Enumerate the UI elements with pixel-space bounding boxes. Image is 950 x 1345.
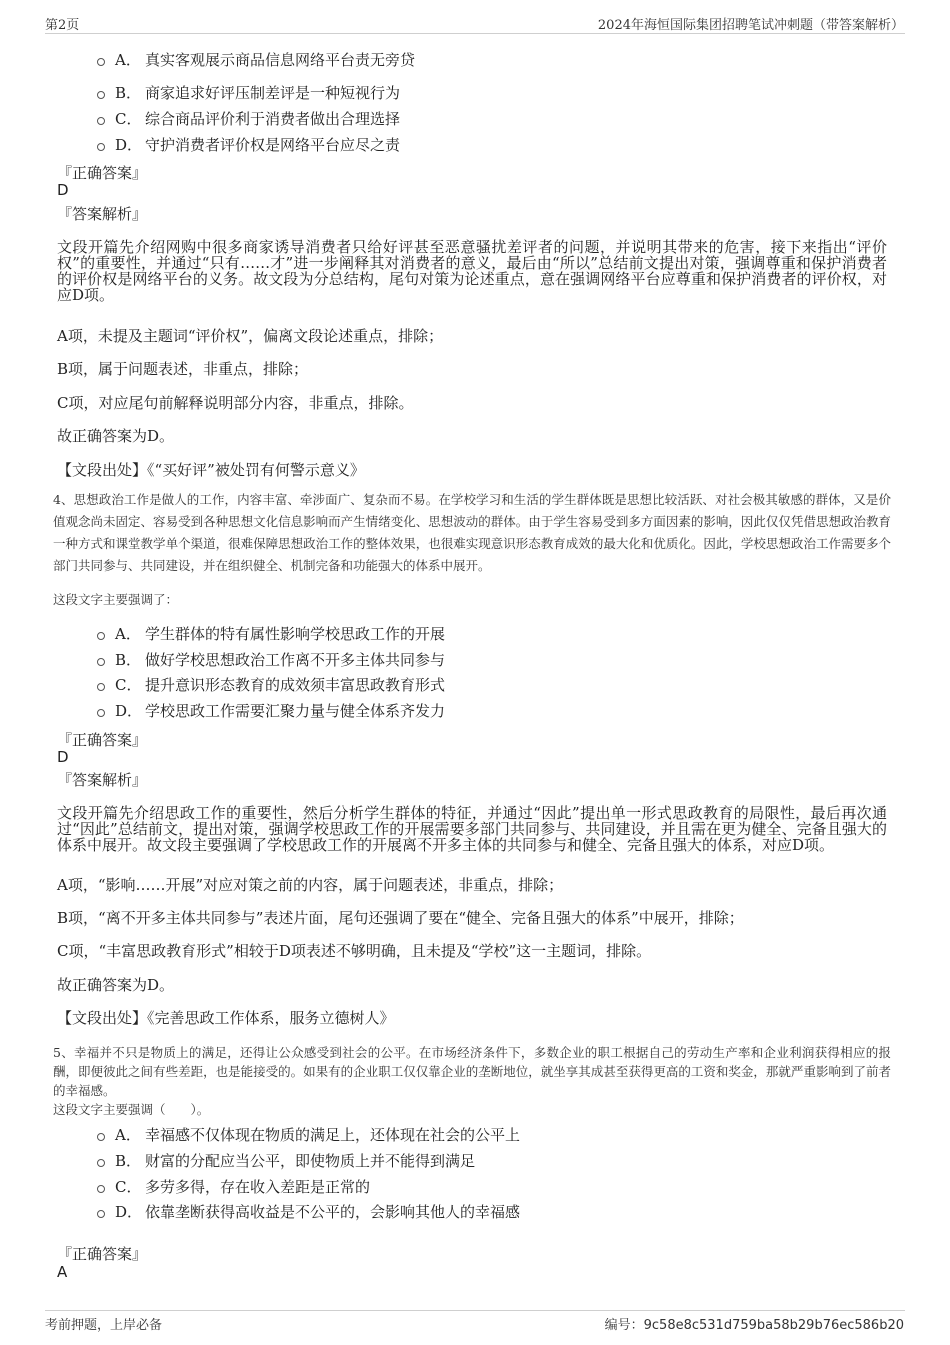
q4-answer-label: 『正确答案』 — [57, 731, 148, 749]
page-number: 第2页 — [45, 18, 80, 33]
q5-option-a[interactable]: A． 幸福感不仅体现在物质的满足上，还体现在社会的公平上 — [97, 1123, 520, 1145]
source-label: 【文段出处】 — [57, 461, 148, 479]
q3-source — [57, 459, 365, 480]
q4-option-b-note: B项，“离不开多主体共同参与”表述片面，尾句还强调了要在“健全、完备且强大的体系”中展开，排除； — [57, 909, 744, 927]
q4-stem: 这段文字主要强调了： — [53, 592, 179, 607]
q5-option-b[interactable]: B． 财富的分配应当公平，即使物质上并不能得到满足 — [97, 1149, 475, 1171]
radio-icon[interactable] — [97, 1133, 105, 1141]
q3-conclusion: 故正确答案为D。 — [57, 427, 175, 445]
q3-option-d[interactable]: D． 守护消费者评价权是网络平台应尽之责 — [97, 133, 400, 155]
q4-option-c-note: C项，“丰富思政教育形式”相较于D项表述不够明确，且未提及“学校”这一主题词，排除。 — [57, 942, 652, 960]
q4-passage: 4、思想政治工作是做人的工作，内容丰富、牵涉面广、复杂而不易。在学校学习和生活的学生群体既是思想比较活跃、对社会极其敏感的群体，又是价值观念尚未固定、容易受到各种思想文化信息影响而产生情绪变化、思想波动的群体。由于学生容易受到多方面因素的影响，因此仅仅凭借思想政治教育一种方式和课堂教学单个渠道，很难保障思想政治工作的整体效果，也很难实现意识形态教育成效的最大化和优质化。因此，学校思想政治工作需要多个部门共同参与、共同建设，并在组织健全、机制完备和功能强大的体系中展开。 — [53, 492, 891, 573]
radio-icon[interactable] — [97, 1159, 105, 1167]
q3-option-c-note: C项，对应尾句前解释说明部分内容，非重点，排除。 — [57, 394, 414, 412]
q4-analysis-label: 『答案解析』 — [57, 771, 148, 789]
document-code — [605, 1314, 904, 1333]
q4-option-d[interactable]: D． 学校思政工作需要汇聚力量与健全体系齐发力 — [97, 699, 445, 721]
q4-option-a[interactable]: A． 学生群体的特有属性影响学校思政工作的开展 — [97, 622, 445, 644]
q3-analysis: 文段开篇先介绍网购中很多商家诱导消费者只给好评甚至恶意骚扰差评者的问题，并说明其带来的危害，接下来指出“评价权”的重要性，并通过“只有……才”进一步阐释其对消费者的意义，最后由“所以”总结前文提出对策，强调尊重和保护消费者的评价权是网络平台的义务。故文段为分总结构，尾句对策为论述重点，意在强调网络平台应尊重和保护消费者的评价权，对应D项。 — [57, 238, 887, 304]
q4-answer: D — [57, 748, 69, 766]
source-title: 《“买好评”被处罚有何警示意义》 — [147, 461, 365, 479]
q4-option-a-note: A项，“影响……开展”对应对策之前的内容，属于问题表述，非重点，排除； — [57, 876, 564, 894]
source-title: 《完善思政工作体系，服务立德树人》 — [147, 1009, 395, 1027]
footer-divider — [45, 1310, 905, 1311]
q4-conclusion: 故正确答案为D。 — [57, 976, 175, 994]
q3-option-c[interactable]: C． 综合商品评价利于消费者做出合理选择 — [97, 107, 400, 129]
q5-option-c[interactable]: C． 多劳多得，存在收入差距是正常的 — [97, 1175, 370, 1197]
code-value: 9c58e8c531d759ba58b29b76ec586b20 — [643, 1318, 904, 1333]
radio-icon[interactable] — [97, 1210, 105, 1218]
q5-passage: 5、幸福并不只是物质上的满足，还得让公众感受到社会的公平。在市场经济条件下，多数企业的职工根据自己的劳动生产率和企业利润获得相应的报酬，即便彼此之间有些差距，也是能接受的。如果有的企业职工仅仅靠企业的垄断地位，就坐享其成甚至获得更高的工资和奖金，那就严重影响到了前者的幸福感。 — [53, 1045, 891, 1098]
radio-icon[interactable] — [97, 709, 105, 717]
radio-icon[interactable] — [97, 143, 105, 151]
radio-icon[interactable] — [97, 658, 105, 666]
source-label: 【文段出处】 — [57, 1009, 148, 1027]
radio-icon[interactable] — [97, 1185, 105, 1193]
q5-answer: A — [57, 1263, 68, 1281]
q4-source — [57, 1007, 395, 1028]
header-divider — [45, 33, 905, 34]
footer-slogan: 考前押题，上岸必备 — [45, 1318, 163, 1333]
q5-answer-label: 『正确答案』 — [57, 1245, 148, 1263]
q5-option-d[interactable]: D． 依靠垄断获得高收益是不公平的，会影响其他人的幸福感 — [97, 1200, 520, 1222]
q3-option-b-note: B项，属于问题表述，非重点，排除； — [57, 360, 309, 378]
q3-option-b[interactable]: B． 商家追求好评压制差评是一种短视行为 — [97, 81, 400, 103]
radio-icon[interactable] — [97, 683, 105, 691]
radio-icon[interactable] — [97, 632, 105, 640]
q3-option-a-note: A项，未提及主题词“评价权”，偏离文段论述重点，排除； — [57, 327, 444, 345]
q3-analysis-label: 『答案解析』 — [57, 205, 148, 223]
radio-icon[interactable] — [97, 117, 105, 125]
q3-answer-label: 『正确答案』 — [57, 164, 148, 182]
q3-option-a[interactable]: A． 真实客观展示商品信息网络平台责无旁贷 — [97, 48, 415, 70]
q5-stem: 这段文字主要强调（ ）。 — [53, 1102, 210, 1117]
q4-analysis: 文段开篇先介绍思政工作的重要性，然后分析学生群体的特征，并通过“因此”提出单一形式思政教育的局限性，最后再次通过“因此”总结前文，提出对策，强调学校思政工作的开展需要多部门共同参与、共同建设，并且需在更为健全、完备且强大的体系中展开。故文段主要强调了学校思政工作的开展离不开多主体的共同参与和健全、完备且强大的体系，对应D项。 — [57, 804, 887, 854]
code-label: 编号： — [604, 1318, 644, 1333]
radio-icon[interactable] — [97, 91, 105, 99]
radio-icon[interactable] — [97, 58, 105, 66]
document-title: 2024年海恒国际集团招聘笔试冲刺题（带答案解析） — [597, 18, 904, 33]
q3-answer: D — [57, 181, 69, 199]
q4-option-c[interactable]: C． 提升意识形态教育的成效须丰富思政教育形式 — [97, 673, 445, 695]
q4-option-b[interactable]: B． 做好学校思想政治工作离不开多主体共同参与 — [97, 648, 445, 670]
